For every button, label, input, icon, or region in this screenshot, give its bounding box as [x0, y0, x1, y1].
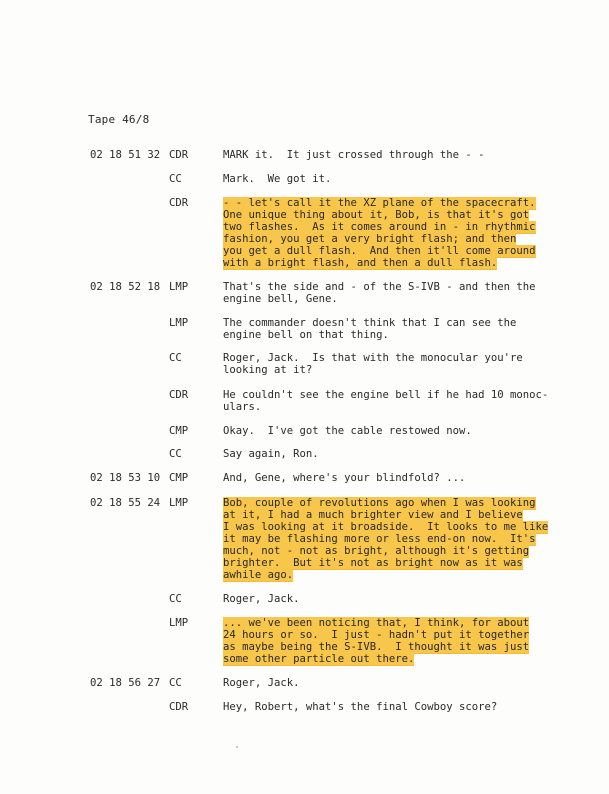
- highlighted-line: [223, 509, 548, 521]
- dialogue-text: [223, 281, 536, 305]
- line-text: MARK it. It just crossed through the - -: [223, 149, 485, 161]
- highlighted-line: [223, 221, 536, 233]
- line-text: Say again, Ron.: [223, 448, 319, 460]
- line-text: Roger, Jack.: [223, 593, 300, 605]
- speaker-code: CDR: [169, 149, 189, 161]
- line-text: One unique thing about it, Bob, is that it's got: [223, 209, 530, 221]
- dialogue-text: [223, 352, 523, 376]
- timestamp: 02 18 51 32: [90, 149, 161, 161]
- line-text: Hey, Robert, what's the final Cowboy score?: [223, 701, 498, 713]
- timestamp: 02 18 55 24: [90, 497, 161, 509]
- highlighted-line: [223, 521, 548, 533]
- speaker-code: LMP: [169, 317, 189, 329]
- line-text: That's the side and - of the S-IVB - and then the: [223, 281, 536, 293]
- line-text: it may be flashing more or less end-on now. It's: [223, 533, 536, 545]
- line-text: at it, I had a much brighter view and I believe: [223, 509, 523, 521]
- dialogue-text: [223, 389, 548, 413]
- tape-label: Tape 46/8: [88, 113, 150, 126]
- dialogue-text: [223, 317, 516, 341]
- dialogue-line: [223, 149, 485, 161]
- dialogue-line: [223, 401, 548, 413]
- speaker-code: LMP: [169, 617, 189, 629]
- dialogue-text: [223, 593, 300, 605]
- highlighted-line: [223, 257, 536, 269]
- highlighted-line: [223, 641, 529, 653]
- highlighted-line: [223, 617, 529, 629]
- line-text: awhile ago.: [223, 569, 294, 581]
- highlighted-line: [223, 557, 548, 569]
- highlighted-line: [223, 629, 529, 641]
- line-text: The commander doesn't think that I can see the: [223, 317, 517, 329]
- dialogue-text: [223, 149, 485, 161]
- dialogue-line: [223, 448, 319, 460]
- highlighted-line: [223, 533, 548, 545]
- line-text: brighter. But it's not as bright now as it was: [223, 557, 523, 569]
- line-text: with a bright flash, and then a dull flash.: [223, 257, 498, 269]
- dialogue-line: [223, 425, 472, 437]
- dialogue-line: [223, 472, 465, 484]
- highlighted-line: [223, 197, 536, 209]
- line-text: Roger, Jack. Is that with the monocular you're: [223, 352, 523, 364]
- speaker-code: CC: [169, 448, 182, 460]
- highlighted-line: [223, 245, 536, 257]
- timestamp: 02 18 56 27: [90, 677, 161, 689]
- line-text: as maybe being the S-IVB. I thought it was just: [223, 641, 530, 653]
- line-text: Bob, couple of revolutions ago when I was looking: [223, 497, 536, 509]
- timestamp: 02 18 52 18: [90, 281, 161, 293]
- line-text: Roger, Jack.: [223, 677, 300, 689]
- dialogue-line: [223, 593, 300, 605]
- dialogue-text: [223, 472, 465, 484]
- dialogue-text: [223, 197, 536, 269]
- dialogue-line: [223, 389, 548, 401]
- highlighted-line: [223, 545, 548, 557]
- line-text: And, Gene, where's your blindfold? ...: [223, 472, 466, 484]
- highlighted-line: [223, 209, 536, 221]
- line-text: He couldn't see the engine bell if he had 10 monoc-: [223, 389, 549, 401]
- line-text: engine bell, Gene.: [223, 293, 338, 305]
- timestamp: 02 18 53 10: [90, 472, 161, 484]
- dialogue-text: [223, 617, 529, 665]
- speaker-code: CMP: [169, 472, 189, 484]
- highlighted-line: [223, 497, 548, 509]
- dialogue-text: [223, 497, 548, 581]
- dialogue-line: [223, 352, 523, 364]
- scan-speck: [236, 746, 238, 748]
- speaker-code: CC: [169, 173, 182, 185]
- speaker-code: CC: [169, 352, 182, 364]
- line-text: you get a dull flash. And then it'll come around: [223, 245, 536, 257]
- dialogue-line: [223, 364, 523, 376]
- dialogue-text: [223, 425, 472, 437]
- dialogue-line: [223, 677, 300, 689]
- dialogue-line: [223, 281, 536, 293]
- dialogue-line: [223, 317, 516, 329]
- dialogue-text: [223, 677, 300, 689]
- speaker-code: LMP: [169, 281, 189, 293]
- speaker-code: CC: [169, 593, 182, 605]
- speaker-code: LMP: [169, 497, 189, 509]
- line-text: I was looking at it broadside. It looks to me like: [223, 521, 549, 533]
- speaker-code: CC: [169, 677, 182, 689]
- line-text: much, not - not as bright, although it's getting: [223, 545, 530, 557]
- line-text: 24 hours or so. I just - hadn't put it together: [223, 629, 530, 641]
- highlighted-line: [223, 569, 548, 581]
- line-text: fashion, you get a very bright flash; and then: [223, 233, 517, 245]
- line-text: ... we've been noticing that, I think, for about: [223, 617, 530, 629]
- line-text: Okay. I've got the cable restowed now.: [223, 425, 472, 437]
- line-text: engine bell on that thing.: [223, 329, 389, 341]
- line-text: Mark. We got it.: [223, 173, 332, 185]
- dialogue-text: [223, 701, 497, 713]
- dialogue-line: [223, 701, 497, 713]
- speaker-code: CDR: [169, 389, 189, 401]
- dialogue-line: [223, 173, 331, 185]
- highlighted-line: [223, 653, 529, 665]
- line-text: ulars.: [223, 401, 262, 413]
- speaker-code: CDR: [169, 701, 189, 713]
- highlighted-line: [223, 233, 536, 245]
- dialogue-text: [223, 448, 319, 460]
- dialogue-text: [223, 173, 331, 185]
- line-text: two flashes. As it comes around in - in rhythmic: [223, 221, 536, 233]
- speaker-code: CDR: [169, 197, 189, 209]
- line-text: - - let's call it the XZ plane of the spacecraft.: [223, 197, 536, 209]
- speaker-code: CMP: [169, 425, 189, 437]
- dialogue-line: [223, 329, 516, 341]
- line-text: looking at it?: [223, 364, 313, 376]
- line-text: some other particle out there.: [223, 653, 415, 665]
- dialogue-line: [223, 293, 536, 305]
